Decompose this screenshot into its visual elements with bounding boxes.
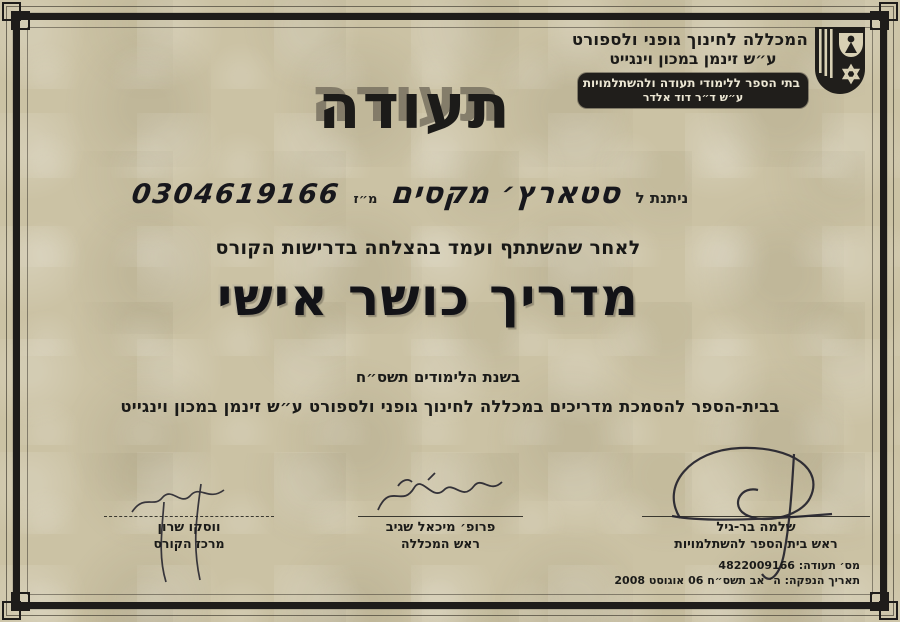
school-badge-line2: ע״ש ד״ר דוד אלדר xyxy=(642,91,744,104)
signature-block-course-coordinator xyxy=(104,486,274,551)
completion-statement: לאחר שהשתתף ועמד בהצלחה בדרישות הקורס xyxy=(215,237,641,259)
id-number: 0304619166 xyxy=(129,179,342,210)
signatory-role-left: מרכז הקורס xyxy=(153,536,225,551)
certificate-title: תעודה xyxy=(318,70,512,143)
signature-line-middle xyxy=(358,516,523,517)
signatory-role-right: ראש בית הספר להשתלמויות xyxy=(674,536,838,551)
recipient-row xyxy=(0,176,820,211)
recipient-name: סטארץ׳ מקסים xyxy=(389,176,624,211)
signature-line-left xyxy=(104,516,274,517)
school-line: בבית-הספר להסמכת מדריכים במכללה לחינוך גופני ולספורט ע״ש זינמן במכון וינגייט xyxy=(120,397,780,416)
academic-year-line: בשנת הלימודים תשס״ח xyxy=(355,368,521,386)
institution-name-line1: המכללה לחינוך גופני ולספורט xyxy=(571,30,808,49)
corner-ornament-bottom-right xyxy=(866,588,898,620)
signature-line-right xyxy=(642,516,870,517)
certificate-number-line: מס׳ תעודה: 4822009166 xyxy=(718,559,860,572)
corner-ornament-bottom-left xyxy=(2,588,34,620)
issue-date-line: תאריך הנפקה: ה׳ אב תשס״ח 06 אוגוסט 2008 xyxy=(614,574,860,587)
school-badge-line1: בתי הספר ללימודי תעודה ולהשתלמויות xyxy=(582,76,800,90)
signature-block-head-of-school xyxy=(642,440,870,551)
given-to-label: ניתנת ל xyxy=(635,189,689,207)
corner-ornament-top-right xyxy=(866,2,898,34)
signatory-role-middle: ראש המכללה xyxy=(401,536,480,551)
corner-ornament-top-left xyxy=(2,2,34,34)
signature-block-head-of-college xyxy=(358,472,523,551)
signatory-name-right: שלמה בר-גיל xyxy=(716,520,796,535)
signatory-name-left: ווסקו שרון xyxy=(157,520,221,535)
id-label: מ״ז xyxy=(353,192,378,207)
course-title: מדריך כושר אישי xyxy=(216,268,639,328)
footer-info xyxy=(614,558,860,588)
signatory-name-middle: פרופ׳ מיכאל שגיב xyxy=(385,520,496,535)
institution-name-line2: ע״ש זינמן במכון וינגייט xyxy=(609,50,777,68)
